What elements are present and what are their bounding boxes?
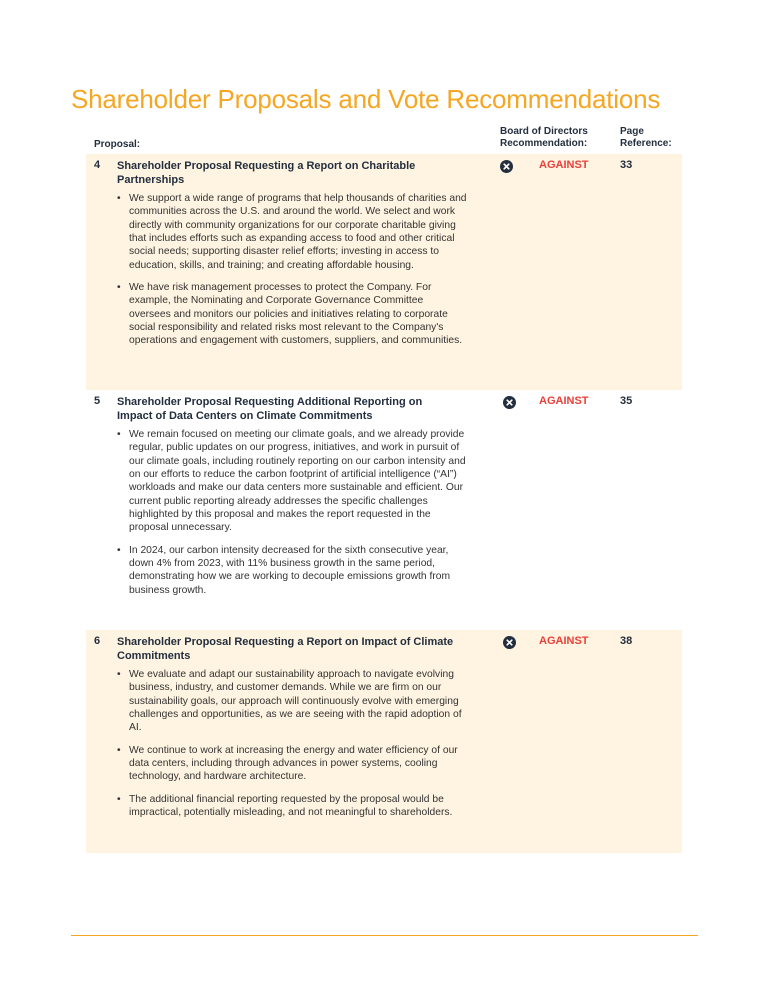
page-reference: 38: [620, 635, 633, 647]
bullet-item: • We have risk management processes to protect the Company. For example, the Nominating and Corporate Governance Committee oversees and monitors our policies and initiatives relating to corporate social responsibility and related risks most relevant to the Company's operations and engagement with customers, suppliers, and communities.: [117, 281, 467, 348]
proposal-number: 5: [94, 395, 101, 407]
header-board-line2: Recommendation:: [500, 138, 588, 149]
page-reference: 33: [620, 159, 633, 171]
bullet-item: • We remain focused on meeting our climate goals, and we already provide regular, public updates on our progress, initiatives, and work in pursuit of our climate goals, including routinely reporting on our carbon intensity and on our efforts to reduce the carbon footprint of artificial intelligence (“AI”) workloads and make our data centers more sustainable and efficient. Our current public reporting already addresses the specific challenges highlighted by this proposal and makes the report requested in the proposal unnecessary.: [117, 428, 467, 535]
x-circle-icon: [503, 636, 516, 649]
bullet-item: • We continue to work at increasing the energy and water efficiency of our data centers, including through advances in power systems, cooling technology, and hardware architecture.: [117, 744, 467, 784]
proposal-bullets: [117, 668, 467, 828]
proposal-row: [86, 390, 682, 630]
header-board-line1: Board of Directors: [500, 126, 588, 137]
proposal-row: [86, 154, 682, 390]
proposal-number: 4: [94, 159, 101, 171]
bullet-item: • We support a wide range of programs that help thousands of charities and communities across the U.S. and around the world. We select and work directly with community organizations for our corporate charitable giving that includes efforts such as expanding access to food and other critical social needs; supporting disaster relief efforts; investing in access to education, skills, and training; and creating affordable housing.: [117, 192, 467, 272]
recommendation-against: AGAINST: [539, 395, 589, 407]
header-board-recommendation: [500, 126, 600, 150]
header-page-line2: Reference:: [620, 138, 672, 149]
proposal-row: [86, 630, 682, 853]
footer-divider: [71, 935, 698, 936]
proposal-number: 6: [94, 635, 101, 647]
proposal-bullets: [117, 192, 467, 357]
header-page-line1: Page: [620, 126, 644, 137]
proposal-title: Shareholder Proposal Requesting Additional Reporting on Impact of Data Centers on Climate Commitments: [117, 396, 423, 422]
page-reference: 35: [620, 395, 633, 407]
header-page-reference: [620, 126, 680, 150]
proposal-title: Shareholder Proposal Requesting a Report on Impact of Climate Commitments: [117, 636, 454, 662]
proposal-bullets: [117, 428, 467, 606]
recommendation-against: AGAINST: [539, 635, 589, 647]
page-title: Shareholder Proposals and Vote Recommendations: [71, 84, 661, 114]
x-circle-icon: [503, 396, 516, 409]
bullet-item: • In 2024, our carbon intensity decreased for the sixth consecutive year, down 4% from 2023, with 11% business growth in the same period, demonstrating how we are working to decouple emissions growth from business growth.: [117, 544, 467, 597]
bullet-item: • The additional financial reporting requested by the proposal would be impractical, potentially misleading, and not meaningful to shareholders.: [117, 793, 467, 820]
recommendation-against: AGAINST: [539, 159, 589, 171]
header-proposal: Proposal:: [94, 139, 141, 150]
x-circle-icon: [500, 160, 513, 173]
bullet-item: • We evaluate and adapt our sustainability approach to navigate evolving business, industry, and customer demands. While we are firm on our sustainability goals, our approach will continuously evolve with emerging challenges and opportunities, as we are seeing with the rapid adoption of AI.: [117, 668, 467, 735]
proposal-title: Shareholder Proposal Requesting a Report on Charitable Partnerships: [117, 160, 416, 186]
